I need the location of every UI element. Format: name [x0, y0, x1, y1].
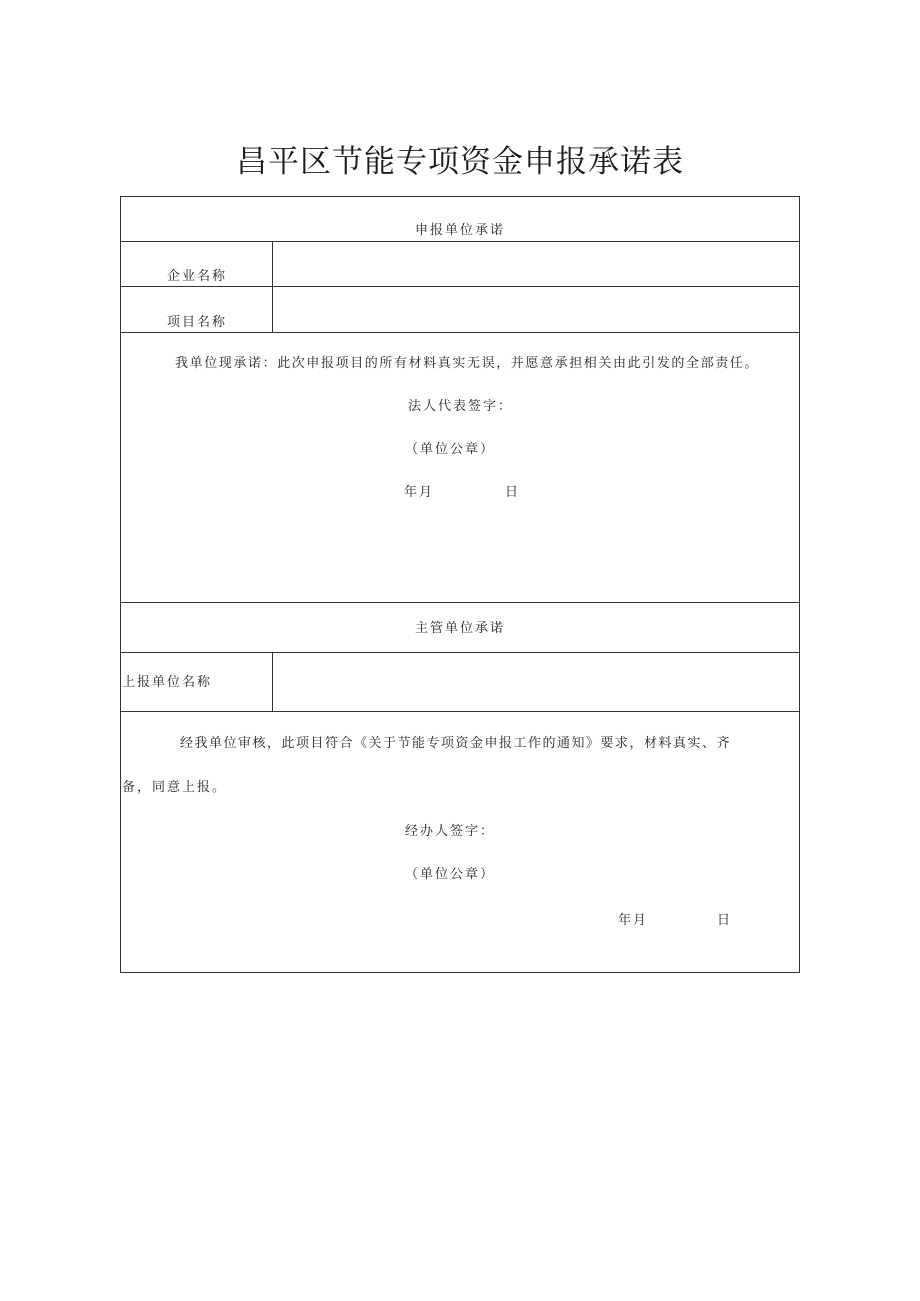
legal-rep-signature-field[interactable] [513, 395, 693, 419]
row-divider [121, 602, 799, 603]
company-name-field[interactable] [273, 242, 798, 286]
company-name-label: 企业名称 [167, 269, 228, 284]
row-divider [121, 711, 799, 712]
supervisor-seal-label: （单位公章） [405, 867, 496, 882]
supervisor-year-month-label: 年月 [618, 913, 649, 928]
applicant-section-header: 申报单位承诺 [414, 223, 505, 238]
supervisor-day-label: 日 [717, 913, 733, 928]
legal-rep-signature-label: 法人代表签字： [408, 399, 514, 414]
supervisor-review-text-line1: 经我单位审核，此项目符合《关于节能专项资金申报工作的通知》要求，材料真实、齐 [180, 736, 732, 751]
applicant-year-month-label: 年月 [404, 485, 435, 500]
project-name-label: 项目名称 [167, 315, 228, 330]
reporting-unit-label: 上报单位名称 [122, 675, 213, 690]
project-name-field[interactable] [273, 287, 798, 332]
supervisor-review-text-line2: 备，同意上报。 [122, 780, 228, 795]
applicant-day-label: 日 [505, 485, 521, 500]
reporting-unit-field[interactable] [273, 653, 798, 711]
handler-signature-field[interactable] [497, 820, 697, 844]
handler-signature-label: 经办人签字： [405, 824, 496, 839]
supervisor-section-header: 主管单位承诺 [414, 621, 505, 636]
applicant-pledge-text: 我单位现承诺：此次申报项目的所有材料真实无误，并愿意承担相关由此引发的全部责任。 [175, 356, 760, 371]
form-title: 昌平区节能专项资金申报承诺表 [236, 144, 684, 180]
pledge-form-table [120, 196, 800, 973]
applicant-seal-label: （单位公章） [405, 442, 496, 457]
row-divider [121, 332, 799, 333]
